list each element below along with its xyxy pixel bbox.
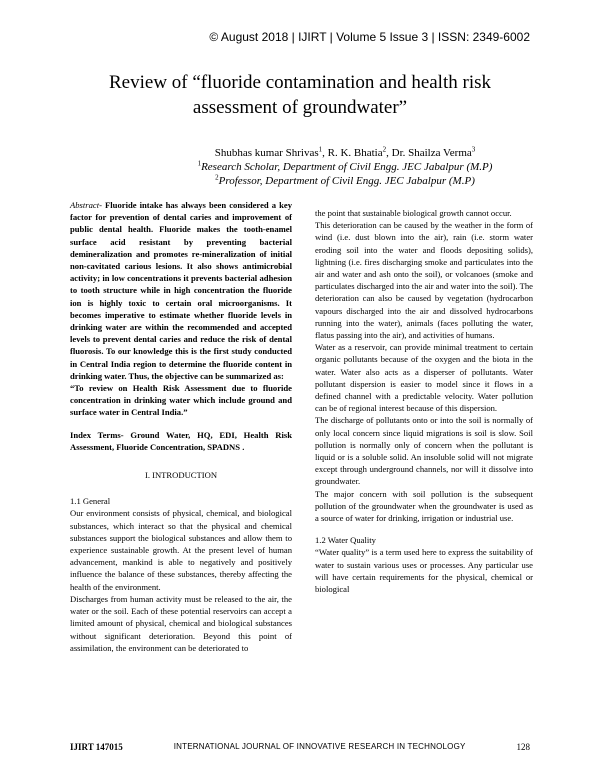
objective-quote: “To review on Health Risk Assessment due to fluoride concentration in drinking water which include ground and surface water in Central India.” [70, 383, 292, 418]
author-2-sup: 2 [382, 145, 387, 154]
aff-1-sup: 1 [197, 159, 202, 168]
abstract-label: Abstract- [70, 200, 102, 210]
journal-name: INTERNATIONAL JOURNAL OF INNOVATIVE RESEARCH IN TECHNOLOGY [173, 742, 466, 751]
subsection-water-quality: 1.2 Water Quality [315, 535, 376, 546]
title-line-1: Review of “fluoride contamination and health risk [109, 72, 491, 93]
paper-id: IJIRT 147015 [70, 742, 123, 752]
section-heading: I. INTRODUCTION [144, 470, 218, 481]
aff-2-text: Professor, Department of Civil Engg. JEC Jabalpur (M.P) [218, 175, 475, 187]
index-terms: Index Terms- Ground Water, HQ, EDI, Health Risk Assessment, Fluoride Concentration, SPADNS . [70, 429, 292, 452]
abstract [70, 199, 292, 382]
author-3: Dr. Shailza Verma [391, 147, 472, 159]
author-block [150, 146, 540, 188]
page-number: 128 [516, 742, 530, 752]
aff-2-sup: 2 [215, 173, 219, 182]
journal-header: © August 2018 | IJIRT | Volume 5 Issue 3 | ISSN: 2349-6002 [209, 30, 530, 44]
author-2: R. K. Bhatia [327, 147, 383, 159]
paragraph: The major concern with soil pollution is the subsequent pollution of the groundwater when the groundwater is used as a source of water for drinking, irrigation or industrial use. [315, 488, 533, 524]
paragraph: Water as a reservoir, can provide minimal treatment to certain organic pollutants because of the oxygen and the biota in the water. Water also acts as a disperser of pollutants. Water pollutant dispersion is easier to model since it flows in a defined channel with a predictable velocity. Water pollution can be of regional interest because of this dispersion. [315, 342, 533, 414]
author-1-sup: 1 [318, 145, 323, 154]
aff-1-text: Research Scholar, Department of Civil Engg. JEC Jabalpur (M.P) [201, 161, 493, 173]
subsection-general: 1.1 General [70, 496, 111, 507]
paragraph: This deterioration can be caused by the weather in the form of wind (i.e. dust blown into the air), rain (i.e. storm water eroding soil into the water and floods depositing solids), lightning (i.e. fires discharging smoke and particulates into the air and water and ash onto the soil), or volcanoes (smoke and particulates discharged into the air and water into the soil). The deterioration can also be caused by vegetation (hydrocarbon vapours discharged into the air and dissolved hydrocarbons running into the water), animals (faces polluting the water, flatus passing into the air), and activities of humans. [315, 220, 533, 341]
paragraph: Our environment consists of physical, chemical, and biological substances, which interact so that the physical and chemical substances support the biological substances and allow them to experience sustainable growth. At the present level of human advancement, mankind is able to negatively and positively influence the balance of these substances, thereby affecting the health of the environment. [70, 508, 292, 592]
title-line-2: assessment of groundwater” [192, 97, 408, 118]
affiliation-2 [150, 174, 540, 188]
left-column [70, 199, 292, 654]
paragraph: “Water quality” is a term used here to express the suitability of water to sustain various uses or processes. Any particular use will have certain requirements for the physical, chemical or biological [315, 547, 533, 595]
author-names: Shubhas kumar Shrivas$^1$, R. K. Bhatia$^2$, Dr. Shailza Verma$^3$ [214, 145, 476, 159]
abstract-text: Fluoride intake has always been considered a key factor for prevention of dental caries and improvement of public dental health. Fluoride makes the tooth-enamel surface acid resistant by preventing bacterial demineralization and promotes re-mineralization of initial non-cavitated carious lesions. It also shows antimicrobial activity; in low concentrations it prevents bacterial adhesion to tooth structure while in high concentration the fluoride ion is highly toxic to certain oral microorganisms. It becomes imperative to estimate whether fluoride levels in drinking water are within the recommended and accepted levels to prevent dental caries and reduce the risk of dental fluorosis. To our knowledge this is the first study conducted in Central India region to determine the fluoride content in drinking water. Thus, the objective can be summarized as: [70, 200, 292, 381]
paragraph: Discharges from human activity must be released to the air, the water or the soil. Each of these potential reservoirs can accept a limited amount of physical, chemical and biological substances without significant deterioration. Beyond this point of assimilation, the environment can be deteriorated to [70, 593, 292, 653]
right-column [315, 207, 533, 595]
paragraph: The discharge of pollutants onto or into the soil is normally of only local concern since liquid migrations is soil is slow. Soil pollution is normally only of concern when the pollutant is liquid or is a soluble solid. An insoluble solid will not migrate except through underground channels, nor will it dissolve into groundwater. [315, 415, 533, 487]
page-footer [70, 742, 530, 752]
paper-title [60, 70, 540, 120]
paragraph: the point that sustainable biological growth cannot occur. [315, 208, 512, 218]
author-1: Shubhas kumar Shrivas [214, 147, 319, 159]
author-3-sup: 3 [471, 145, 476, 154]
affiliation-1 [150, 160, 540, 174]
